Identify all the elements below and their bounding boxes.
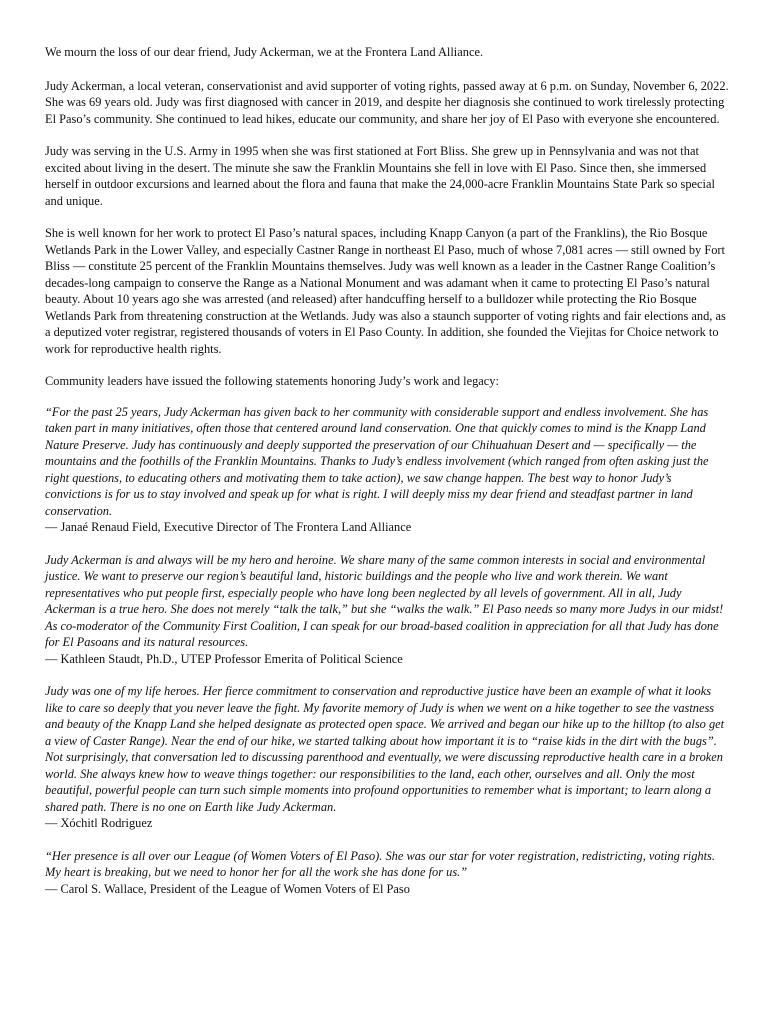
document-page — [45, 44, 729, 913]
quote-text: “For the past 25 years, Judy Ackerman has given back to her community with considerable support and endless involvement. She has taken part in many initiatives, often those that centered around land conservation. One that quickly comes to mind is the Knapp Land Nature Preserve. Judy has continuously and deeply supported the preservation of our Chihuahuan Desert and — specifically — the mountains and the foothills of the Franklin Mountains. Thanks to Judy’s endless involvement (which ranged from often asking just the right questions, to educating others and motivating them to take action), we saw change happen. The best way to honor Judy’s convictions is for us to stay involved and speak up for what is right. I will deeply miss my dear friend and steadfast partner in land conservation. — [45, 404, 709, 518]
quote-attribution: — Xóchitl Rodriguez — [45, 816, 153, 830]
statements-intro: Community leaders have issued the following statements honoring Judy’s work and legacy: — [45, 374, 499, 388]
quote-text: Judy was one of my life heroes. Her fierce commitment to conservation and reproductive justice have been an example of what it looks like to care so deeply that you never leave the fight. My favorite memory of Judy is when we went on a hike together to see the vastness and beauty of the Knapp Land she helped designate as protected open space. We arrived and began our hike up to the hilltop (to also get a view of Caster Range). Near the end of our hike, we started talking about how important it is to “raise kids in the dirt with the bugs”. Not surprisingly, that conversation led to discussing parenthood and eventually, we were discussing reproductive health care in a broken world. She always knew how to weave things together: our responsibilities to the land, each other, ourselves and all. Only the most beautiful, powerful people can turn such simple moments into profound opportunities to remember what is important; to learn along a shared path. There is no one on Earth like Judy Ackerman. — [45, 684, 725, 814]
paragraph-obituary: Judy Ackerman, a local veteran, conservationist and avid supporter of voting rights, passed away at 6 p.m. on Sunday, November 6, 2022. She was 69 years old. Judy was first diagnosed with cancer in 2019, and despite her diagnosis she continued to work tirelessly protecting El Paso’s community. She continued to lead hikes, educate our community, and share her joy of El Paso with everyone she encountered. — [45, 78, 729, 126]
quote-xochitl-rodriguez — [45, 683, 729, 832]
paragraph-conservation-work: She is well known for her work to protect El Paso’s natural spaces, including Knapp Canyon (a part of the Franklins), the Rio Bosque Wetlands Park in the Lower Valley, and especially Castner Range in northeast El Paso, much of whose 7,081 acres — still owned by Fort Bliss — constitute 25 percent of the Franklin Mountains themselves. Judy was well known as a leader in the Castner Range Coalition’s decades-long campaign to conserve the Range as a National Monument and was adamant when it came to protecting El Paso’s natural beauty. About 10 years ago she was arrested (and released) after handcuffing herself to a bulldozer while protecting the Rio Bosque Wetlands Park from threatening construction at the Wetlands. Judy was also a staunch supporter of voting rights and fair elections and, as a deputized voter registrar, registered thousands of voters in El Paso County. In addition, she founded the Viejitas for Choice network to work for reproductive health rights. — [45, 226, 726, 356]
quote-carol-wallace — [45, 848, 729, 898]
paragraph-army-service: Judy was serving in the U.S. Army in 1995 when she was first stationed at Fort Bliss. She grew up in Pennsylvania and was not that excited about living in the desert. The minute she saw the Franklin Mountains she fell in love with El Paso. Since then, she immersed herself in outdoor excursions and learned about the flora and fauna that make the 24,000-acre Franklin Mountains State Park so special and unique. — [45, 144, 715, 208]
quote-text: Judy Ackerman is and always will be my hero and heroine. We share many of the same common interests in social and environmental justice. We want to preserve our region’s beautiful land, historic buildings and the people who live and work therein. We want representatives who put people first, especially people who have long been neglected by all levels of government. All in all, Judy Ackerman is a true hero. She does not merely “talk the talk,” but she “walks the walk.” El Paso needs so many more Judys in our midst! As co-moderator of the Community First Coalition, I can speak for our broad-based coalition in appreciation for all that Judy has done for El Pasoans and its natural resources. — [45, 552, 724, 649]
quote-text: “Her presence is all over our League (of Women Voters of El Paso). She was our star for voter registration, redistricting, voting rights. My heart is breaking, but we need to honor her for all the work she has done for us.” — [45, 848, 715, 879]
quote-attribution: — Carol S. Wallace, President of the League of Women Voters of El Paso — [45, 881, 410, 896]
quote-janae-renaud-field — [45, 404, 729, 536]
quote-kathleen-staudt — [45, 552, 729, 668]
opening-line: We mourn the loss of our dear friend, Judy Ackerman, we at the Frontera Land Alliance. — [45, 45, 484, 59]
quote-attribution: — Kathleen Staudt, Ph.D., UTEP Professor Emerita of Political Science — [45, 651, 403, 666]
quote-attribution: — Janaé Renaud Field, Executive Director of The Frontera Land Alliance — [45, 520, 412, 534]
